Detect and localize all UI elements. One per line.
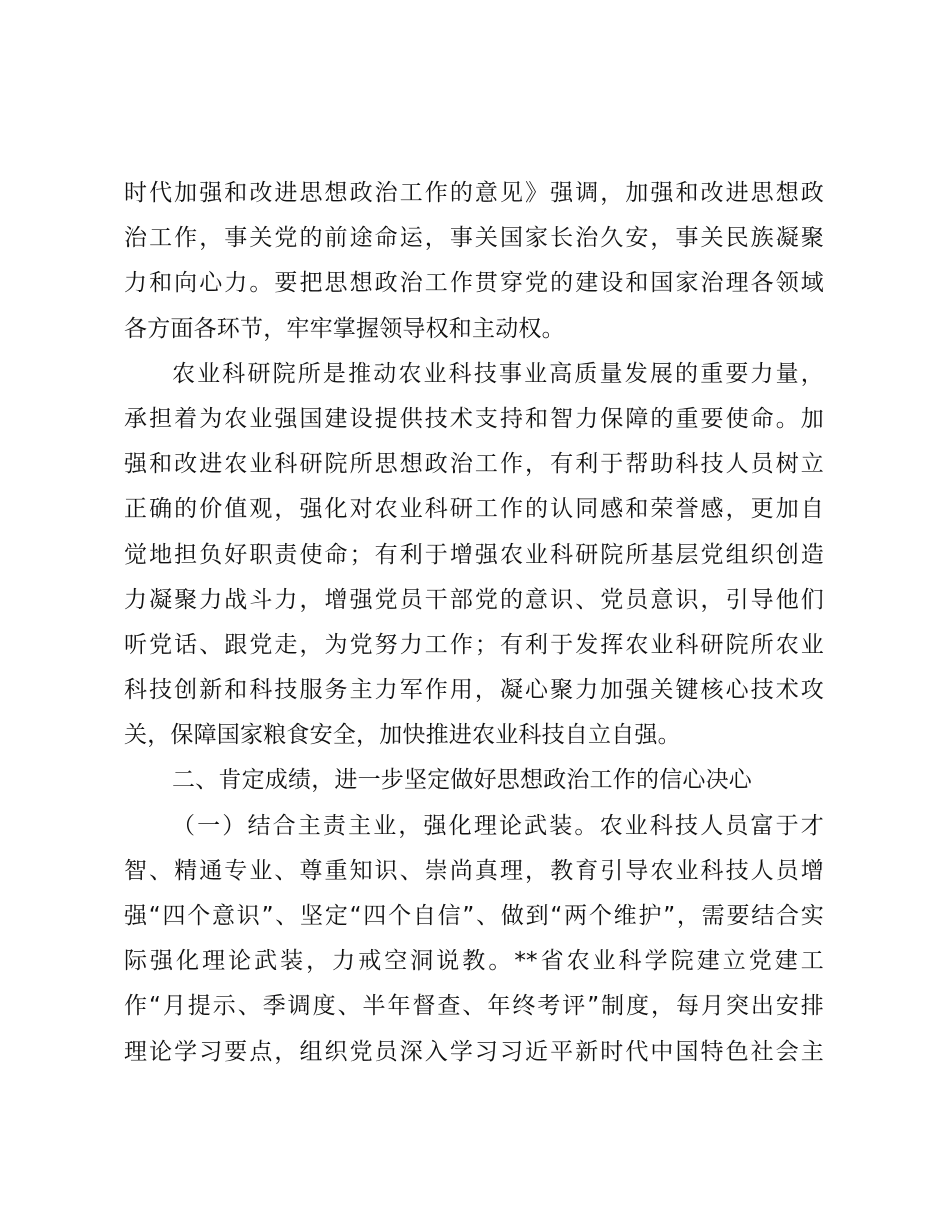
body-line: 关，保障国家粮食安全，加快推进农业科技自立自强。	[124, 722, 681, 749]
body-line: 作“月提示、季调度、半年督查、年终考评”制度，每月突出安排	[124, 993, 824, 1020]
body-line: 际强化理论武装，力戒空洞说教。**省农业科学院建立党建工	[124, 948, 824, 975]
body-line: 治工作，事关党的前途命运，事关国家长治久安，事关民族凝聚	[124, 225, 824, 252]
body-line: 理论学习要点，组织党员深入学习习近平新时代中国特色社会主	[124, 1038, 824, 1065]
subsection-first-line: （一）结合主责主业，强化理论武装。农业科技人员富于才	[172, 812, 824, 839]
paragraph-first-line: 农业科研院所是推动农业科技事业高质量发展的重要力量，	[172, 360, 824, 387]
body-line: 力和向心力。要把思想政治工作贯穿党的建设和国家治理各领域	[124, 270, 824, 297]
body-line: 时代加强和改进思想政治工作的意见》强调，加强和改进思想政	[124, 180, 824, 206]
body-line: 听党话、跟党走，为党努力工作；有利于发挥农业科研院所农业	[124, 631, 824, 658]
body-line: 强“四个意识”、坚定“四个自信”、做到“两个维护”，需要结合实	[124, 903, 824, 929]
body-line: 力凝聚力战斗力，增强党员干部党的意识、党员意识，引导他们	[124, 586, 824, 613]
body-line: 各方面各环节，牢牢掌握领导权和主动权。	[124, 315, 565, 342]
document-body	[124, 171, 824, 1075]
body-line: 承担着为农业强国建设提供技术支持和智力保障的重要使命。加	[124, 405, 824, 432]
body-line: 觉地担负好职责使命；有利于增强农业科研院所基层党组织创造	[124, 541, 824, 568]
body-line: 正确的价值观，强化对农业科研工作的认同感和荣誉感，更加自	[124, 496, 824, 523]
section-heading: 二、肯定成绩，进一步坚定做好思想政治工作的信心决心	[172, 767, 752, 794]
body-line: 强和改进农业科研院所思想政治工作，有利于帮助科技人员树立	[124, 451, 824, 478]
body-line: 智、精通专业、尊重知识、崇尚真理，教育引导农业科技人员增	[124, 857, 824, 884]
body-line: 科技创新和科技服务主力军作用，凝心聚力加强关键核心技术攻	[124, 677, 824, 704]
